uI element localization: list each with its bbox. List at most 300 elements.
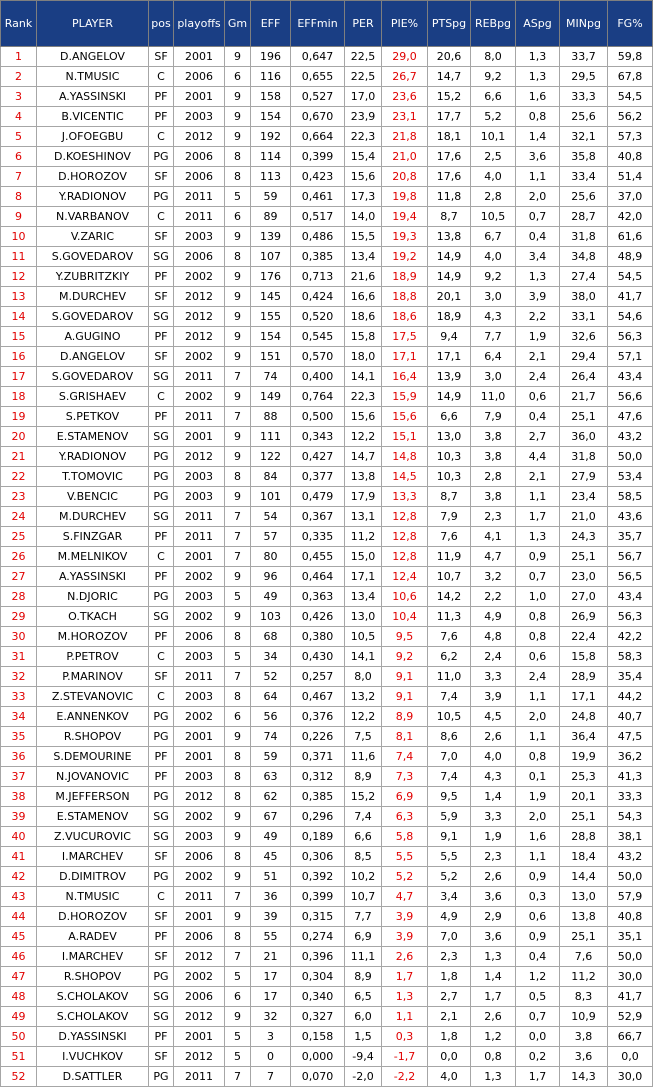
cell-pos: SG	[149, 507, 174, 527]
cell-ptspg: 2,7	[428, 987, 471, 1007]
cell-rank: 49	[1, 1007, 37, 1027]
cell-pos: SG	[149, 427, 174, 447]
cell-per: 13,0	[345, 607, 382, 627]
cell-eff: 103	[251, 607, 291, 627]
cell-minpg: 34,8	[560, 247, 608, 267]
cell-per: 23,9	[345, 107, 382, 127]
cell-fg: 47,6	[608, 407, 653, 427]
cell-rebpg: 4,9	[471, 607, 516, 627]
cell-fg: 54,5	[608, 87, 653, 107]
cell-playoffs: 2002	[174, 707, 225, 727]
cell-eff: 59	[251, 747, 291, 767]
cell-minpg: 32,1	[560, 127, 608, 147]
cell-playoffs: 2003	[174, 687, 225, 707]
cell-playoffs: 2006	[174, 167, 225, 187]
cell-player: E.ANNENKOV	[37, 707, 149, 727]
cell-player: I.MARCHEV	[37, 847, 149, 867]
cell-gm: 8	[225, 247, 251, 267]
table-row	[1, 727, 653, 747]
cell-playoffs: 2011	[174, 407, 225, 427]
table-row	[1, 107, 653, 127]
cell-minpg: 17,1	[560, 687, 608, 707]
cell-per: 11,6	[345, 747, 382, 767]
cell-minpg: 27,0	[560, 587, 608, 607]
cell-per: 7,4	[345, 807, 382, 827]
cell-aspg: 1,9	[516, 327, 560, 347]
cell-rank: 42	[1, 867, 37, 887]
cell-pie: 17,5	[382, 327, 428, 347]
cell-pos: SG	[149, 827, 174, 847]
cell-ptspg: 2,1	[428, 1007, 471, 1027]
table-row	[1, 927, 653, 947]
table-row	[1, 987, 653, 1007]
cell-eff: 57	[251, 527, 291, 547]
cell-minpg: 36,0	[560, 427, 608, 447]
cell-eff: 176	[251, 267, 291, 287]
cell-playoffs: 2003	[174, 487, 225, 507]
cell-gm: 8	[225, 747, 251, 767]
cell-aspg: 0,4	[516, 947, 560, 967]
table-row	[1, 587, 653, 607]
cell-fg: 40,8	[608, 907, 653, 927]
cell-ptspg: 11,9	[428, 547, 471, 567]
cell-fg: 43,4	[608, 367, 653, 387]
cell-playoffs: 2012	[174, 1047, 225, 1067]
cell-per: 17,1	[345, 567, 382, 587]
cell-minpg: 33,3	[560, 87, 608, 107]
cell-rebpg: 4,0	[471, 167, 516, 187]
cell-rank: 35	[1, 727, 37, 747]
column-header-ptspg: PTSpg	[428, 1, 471, 47]
cell-pie: 9,1	[382, 667, 428, 687]
cell-playoffs: 2012	[174, 447, 225, 467]
cell-gm: 7	[225, 527, 251, 547]
cell-effmin: 0,296	[291, 807, 345, 827]
cell-eff: 36	[251, 887, 291, 907]
cell-fg: 50,0	[608, 947, 653, 967]
cell-eff: 67	[251, 807, 291, 827]
cell-eff: 154	[251, 327, 291, 347]
cell-ptspg: 7,9	[428, 507, 471, 527]
cell-ptspg: 13,0	[428, 427, 471, 447]
cell-pie: 18,8	[382, 287, 428, 307]
cell-ptspg: 17,6	[428, 167, 471, 187]
cell-playoffs: 2012	[174, 327, 225, 347]
cell-fg: 54,3	[608, 807, 653, 827]
cell-aspg: 3,9	[516, 287, 560, 307]
cell-rank: 11	[1, 247, 37, 267]
cell-minpg: 27,4	[560, 267, 608, 287]
cell-eff: 84	[251, 467, 291, 487]
cell-aspg: 1,4	[516, 127, 560, 147]
cell-gm: 7	[225, 947, 251, 967]
cell-gm: 9	[225, 827, 251, 847]
cell-per: 8,9	[345, 767, 382, 787]
cell-pie: 16,4	[382, 367, 428, 387]
cell-per: 8,9	[345, 967, 382, 987]
cell-aspg: 0,2	[516, 1047, 560, 1067]
column-header-pos: pos	[149, 1, 174, 47]
table-row	[1, 327, 653, 347]
cell-eff: 7	[251, 1067, 291, 1087]
cell-eff: 113	[251, 167, 291, 187]
cell-aspg: 3,4	[516, 247, 560, 267]
cell-minpg: 18,4	[560, 847, 608, 867]
cell-pie: 7,4	[382, 747, 428, 767]
cell-rank: 12	[1, 267, 37, 287]
cell-rebpg: 4,8	[471, 627, 516, 647]
cell-effmin: 0,764	[291, 387, 345, 407]
column-header-gm: Gm	[225, 1, 251, 47]
cell-player: M.MELNIKOV	[37, 547, 149, 567]
cell-per: 13,1	[345, 507, 382, 527]
cell-minpg: 33,1	[560, 307, 608, 327]
cell-per: 10,2	[345, 867, 382, 887]
cell-pie: 1,3	[382, 987, 428, 1007]
cell-gm: 9	[225, 907, 251, 927]
cell-ptspg: 4,0	[428, 1067, 471, 1087]
cell-per: 22,5	[345, 67, 382, 87]
column-header-playoffs: playoffs	[174, 1, 225, 47]
cell-playoffs: 2006	[174, 147, 225, 167]
cell-rebpg: 10,5	[471, 207, 516, 227]
cell-playoffs: 2002	[174, 387, 225, 407]
cell-pos: PF	[149, 407, 174, 427]
table-row	[1, 447, 653, 467]
cell-effmin: 0,000	[291, 1047, 345, 1067]
cell-rebpg: 3,8	[471, 427, 516, 447]
cell-rebpg: 2,6	[471, 867, 516, 887]
cell-gm: 9	[225, 807, 251, 827]
cell-eff: 116	[251, 67, 291, 87]
cell-eff: 149	[251, 387, 291, 407]
cell-aspg: 0,7	[516, 207, 560, 227]
cell-gm: 8	[225, 627, 251, 647]
cell-rebpg: 5,2	[471, 107, 516, 127]
cell-rank: 15	[1, 327, 37, 347]
cell-player: D.HOROZOV	[37, 167, 149, 187]
cell-pie: 2,6	[382, 947, 428, 967]
cell-rank: 44	[1, 907, 37, 927]
cell-minpg: 25,1	[560, 407, 608, 427]
cell-aspg: 2,4	[516, 367, 560, 387]
cell-minpg: 25,3	[560, 767, 608, 787]
cell-player: S.PETKOV	[37, 407, 149, 427]
cell-minpg: 27,9	[560, 467, 608, 487]
cell-rebpg: 2,2	[471, 587, 516, 607]
cell-effmin: 0,427	[291, 447, 345, 467]
cell-gm: 8	[225, 767, 251, 787]
cell-minpg: 29,5	[560, 67, 608, 87]
cell-rank: 23	[1, 487, 37, 507]
cell-player: E.STAMENOV	[37, 427, 149, 447]
cell-pie: 15,1	[382, 427, 428, 447]
cell-rebpg: 3,2	[471, 567, 516, 587]
cell-aspg: 1,3	[516, 47, 560, 67]
cell-fg: 58,5	[608, 487, 653, 507]
cell-player: Z.VUCUROVIC	[37, 827, 149, 847]
cell-gm: 9	[225, 727, 251, 747]
cell-effmin: 0,363	[291, 587, 345, 607]
cell-aspg: 0,9	[516, 927, 560, 947]
cell-fg: 0,0	[608, 1047, 653, 1067]
cell-gm: 9	[225, 347, 251, 367]
cell-pos: SG	[149, 247, 174, 267]
table-row	[1, 767, 653, 787]
cell-pos: C	[149, 207, 174, 227]
cell-aspg: 2,2	[516, 307, 560, 327]
cell-rebpg: 6,4	[471, 347, 516, 367]
cell-player: I.VUCHKOV	[37, 1047, 149, 1067]
cell-fg: 30,0	[608, 1067, 653, 1087]
cell-fg: 44,2	[608, 687, 653, 707]
cell-rebpg: 7,9	[471, 407, 516, 427]
cell-pos: SF	[149, 347, 174, 367]
cell-minpg: 22,4	[560, 627, 608, 647]
cell-ptspg: 14,9	[428, 387, 471, 407]
cell-per: 15,6	[345, 407, 382, 427]
cell-player: A.RADEV	[37, 927, 149, 947]
cell-pie: 23,1	[382, 107, 428, 127]
cell-playoffs: 2002	[174, 867, 225, 887]
cell-pos: SG	[149, 1007, 174, 1027]
table-row	[1, 487, 653, 507]
cell-rebpg: 1,4	[471, 967, 516, 987]
cell-pos: PG	[149, 147, 174, 167]
cell-per: 10,7	[345, 887, 382, 907]
cell-pos: PF	[149, 87, 174, 107]
cell-per: 18,0	[345, 347, 382, 367]
cell-effmin: 0,257	[291, 667, 345, 687]
cell-pie: 5,8	[382, 827, 428, 847]
cell-gm: 6	[225, 707, 251, 727]
column-header-pie: PIE%	[382, 1, 428, 47]
cell-gm: 7	[225, 1067, 251, 1087]
cell-eff: 62	[251, 787, 291, 807]
cell-ptspg: 13,8	[428, 227, 471, 247]
cell-playoffs: 2012	[174, 1007, 225, 1027]
cell-effmin: 0,376	[291, 707, 345, 727]
cell-minpg: 8,3	[560, 987, 608, 1007]
table-body	[1, 47, 653, 1087]
cell-rebpg: 4,0	[471, 747, 516, 767]
table-row	[1, 227, 653, 247]
cell-ptspg: 9,1	[428, 827, 471, 847]
cell-rank: 10	[1, 227, 37, 247]
cell-player: T.TOMOVIC	[37, 467, 149, 487]
cell-rank: 14	[1, 307, 37, 327]
cell-rebpg: 3,6	[471, 927, 516, 947]
cell-eff: 59	[251, 187, 291, 207]
cell-per: 1,5	[345, 1027, 382, 1047]
cell-ptspg: 7,6	[428, 627, 471, 647]
cell-pie: 19,8	[382, 187, 428, 207]
cell-aspg: 0,1	[516, 767, 560, 787]
cell-eff: 17	[251, 987, 291, 1007]
cell-pos: C	[149, 67, 174, 87]
cell-per: -2,0	[345, 1067, 382, 1087]
cell-pie: 19,2	[382, 247, 428, 267]
cell-pos: C	[149, 127, 174, 147]
cell-eff: 21	[251, 947, 291, 967]
table-row	[1, 207, 653, 227]
cell-pos: C	[149, 547, 174, 567]
cell-minpg: 33,7	[560, 47, 608, 67]
cell-pie: 6,3	[382, 807, 428, 827]
cell-ptspg: 10,5	[428, 707, 471, 727]
cell-ptspg: 1,8	[428, 967, 471, 987]
cell-rebpg: 3,8	[471, 447, 516, 467]
cell-player: S.GOVEDAROV	[37, 307, 149, 327]
cell-player: A.YASSINSKI	[37, 87, 149, 107]
cell-minpg: 3,8	[560, 1027, 608, 1047]
cell-effmin: 0,500	[291, 407, 345, 427]
cell-fg: 56,3	[608, 607, 653, 627]
cell-pos: PF	[149, 267, 174, 287]
cell-eff: 111	[251, 427, 291, 447]
cell-rank: 50	[1, 1027, 37, 1047]
cell-rebpg: 3,8	[471, 487, 516, 507]
cell-rank: 2	[1, 67, 37, 87]
cell-ptspg: 9,4	[428, 327, 471, 347]
cell-pos: PG	[149, 787, 174, 807]
cell-rank: 21	[1, 447, 37, 467]
cell-minpg: 31,8	[560, 447, 608, 467]
cell-per: 22,5	[345, 47, 382, 67]
cell-rebpg: 4,7	[471, 547, 516, 567]
cell-rebpg: 4,5	[471, 707, 516, 727]
cell-ptspg: 10,3	[428, 467, 471, 487]
cell-per: 6,0	[345, 1007, 382, 1027]
cell-playoffs: 2001	[174, 727, 225, 747]
cell-pos: PF	[149, 767, 174, 787]
cell-eff: 74	[251, 367, 291, 387]
cell-fg: 54,6	[608, 307, 653, 327]
cell-per: 15,6	[345, 167, 382, 187]
cell-rebpg: 4,1	[471, 527, 516, 547]
cell-playoffs: 2006	[174, 67, 225, 87]
table-row	[1, 867, 653, 887]
table-row	[1, 47, 653, 67]
cell-playoffs: 2001	[174, 47, 225, 67]
cell-player: P.MARINOV	[37, 667, 149, 687]
cell-player: S.CHOLAKOV	[37, 987, 149, 1007]
cell-aspg: 0,8	[516, 627, 560, 647]
cell-rank: 52	[1, 1067, 37, 1087]
cell-eff: 51	[251, 867, 291, 887]
cell-per: 17,3	[345, 187, 382, 207]
cell-gm: 9	[225, 567, 251, 587]
cell-effmin: 0,274	[291, 927, 345, 947]
cell-fg: 52,9	[608, 1007, 653, 1027]
cell-player: S.CHOLAKOV	[37, 1007, 149, 1027]
cell-rank: 46	[1, 947, 37, 967]
cell-eff: 64	[251, 687, 291, 707]
cell-aspg: 2,1	[516, 347, 560, 367]
cell-ptspg: 10,3	[428, 447, 471, 467]
cell-ptspg: 18,9	[428, 307, 471, 327]
cell-gm: 9	[225, 227, 251, 247]
cell-playoffs: 2012	[174, 127, 225, 147]
cell-rank: 17	[1, 367, 37, 387]
cell-effmin: 0,380	[291, 627, 345, 647]
cell-aspg: 0,4	[516, 227, 560, 247]
cell-pos: PF	[149, 627, 174, 647]
cell-rank: 24	[1, 507, 37, 527]
cell-minpg: 21,0	[560, 507, 608, 527]
cell-eff: 114	[251, 147, 291, 167]
cell-ptspg: 7,0	[428, 747, 471, 767]
cell-per: 13,2	[345, 687, 382, 707]
cell-rank: 37	[1, 767, 37, 787]
cell-eff: 155	[251, 307, 291, 327]
cell-per: 15,2	[345, 787, 382, 807]
cell-pie: 6,9	[382, 787, 428, 807]
cell-eff: 63	[251, 767, 291, 787]
cell-eff: 34	[251, 647, 291, 667]
cell-rebpg: 2,6	[471, 1007, 516, 1027]
cell-gm: 9	[225, 607, 251, 627]
cell-fg: 51,4	[608, 167, 653, 187]
cell-minpg: 29,4	[560, 347, 608, 367]
cell-ptspg: 7,4	[428, 767, 471, 787]
cell-ptspg: 15,2	[428, 87, 471, 107]
cell-player: N.JOVANOVIC	[37, 767, 149, 787]
cell-per: 13,4	[345, 247, 382, 267]
cell-per: 14,1	[345, 367, 382, 387]
table-row	[1, 847, 653, 867]
cell-rank: 3	[1, 87, 37, 107]
cell-playoffs: 2002	[174, 347, 225, 367]
cell-gm: 9	[225, 267, 251, 287]
cell-rebpg: 2,6	[471, 727, 516, 747]
cell-rank: 43	[1, 887, 37, 907]
cell-aspg: 1,0	[516, 587, 560, 607]
cell-pie: 18,9	[382, 267, 428, 287]
table-row	[1, 1027, 653, 1047]
cell-rebpg: 2,4	[471, 647, 516, 667]
cell-pie: 5,5	[382, 847, 428, 867]
cell-aspg: 1,6	[516, 87, 560, 107]
table-row	[1, 827, 653, 847]
table-row	[1, 427, 653, 447]
cell-rebpg: 4,3	[471, 767, 516, 787]
cell-minpg: 32,6	[560, 327, 608, 347]
cell-rebpg: 1,3	[471, 947, 516, 967]
cell-aspg: 0,6	[516, 387, 560, 407]
cell-minpg: 31,8	[560, 227, 608, 247]
cell-rank: 40	[1, 827, 37, 847]
cell-effmin: 0,335	[291, 527, 345, 547]
cell-rebpg: 10,1	[471, 127, 516, 147]
cell-gm: 6	[225, 67, 251, 87]
cell-pos: PF	[149, 327, 174, 347]
cell-aspg: 0,3	[516, 887, 560, 907]
cell-pos: SF	[149, 907, 174, 927]
cell-playoffs: 2003	[174, 227, 225, 247]
cell-pie: 12,8	[382, 547, 428, 567]
cell-pie: 21,8	[382, 127, 428, 147]
cell-player: S.GOVEDAROV	[37, 367, 149, 387]
cell-rank: 32	[1, 667, 37, 687]
cell-rank: 29	[1, 607, 37, 627]
cell-playoffs: 2001	[174, 907, 225, 927]
table-row	[1, 527, 653, 547]
cell-effmin: 0,371	[291, 747, 345, 767]
cell-eff: 52	[251, 667, 291, 687]
cell-rebpg: 2,3	[471, 847, 516, 867]
cell-minpg: 14,3	[560, 1067, 608, 1087]
